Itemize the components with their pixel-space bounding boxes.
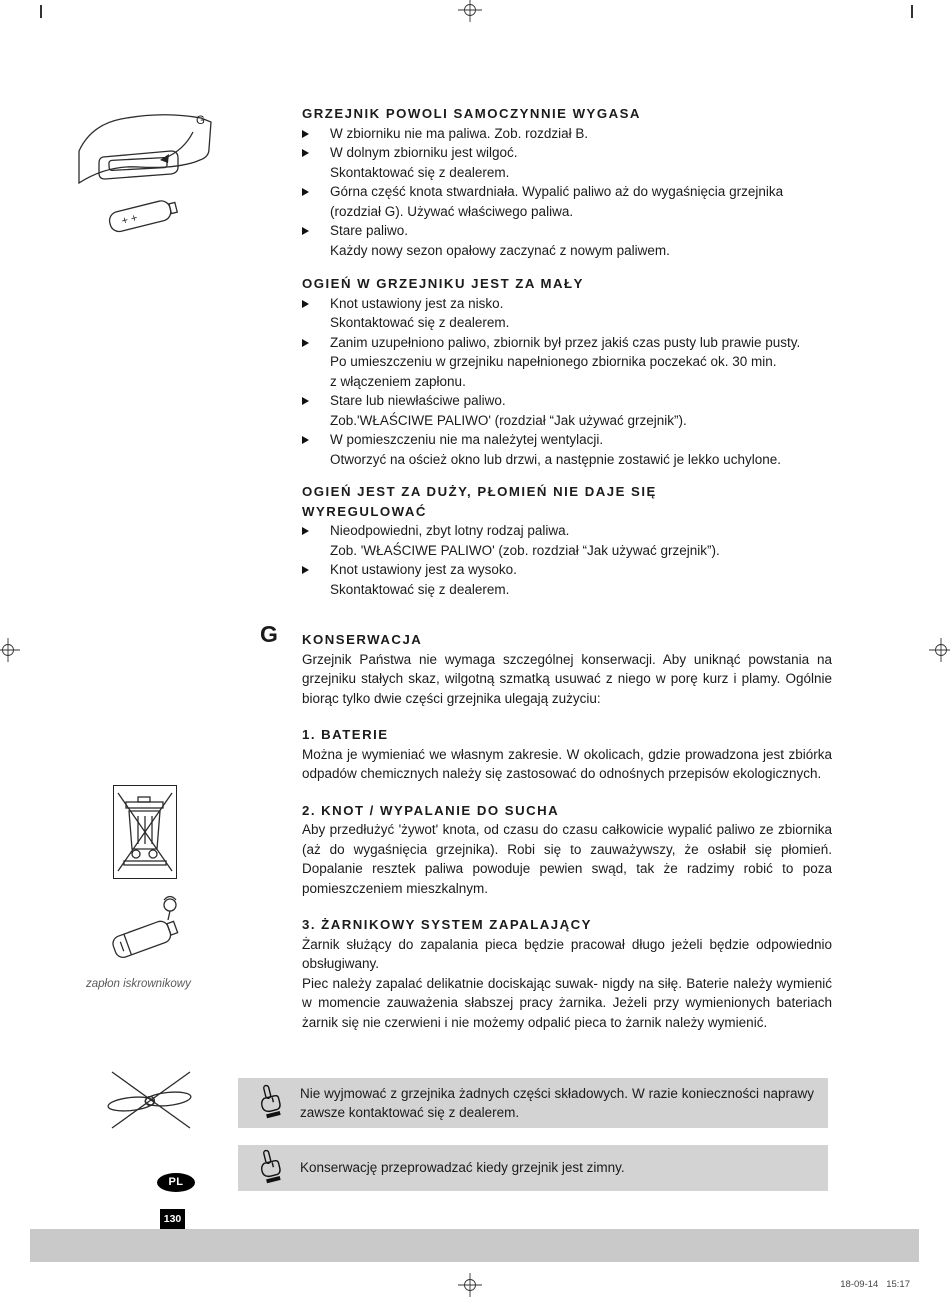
list-item-text	[330, 333, 832, 392]
list-item-text	[330, 294, 832, 333]
text-line: Zanim uzupełniono paliwo, zbiornik był przez jakiś czas pusty lub prawie pusty.	[330, 334, 801, 350]
text-line: z włączeniem zapłonu.	[330, 373, 466, 389]
crop-mark-bottom-icon	[458, 1273, 482, 1297]
list-item	[302, 333, 832, 392]
print-timestamp: 18-09-14 15:17	[840, 1279, 910, 1290]
list-item	[302, 430, 832, 469]
list-item-text	[330, 560, 832, 599]
subsection-body-batteries: Można je wymieniać we własnym zakresie. W okolicach, gdzie prowadzona jest zbiórka odpadów chemicznych należy się zastosować do odnośnych przepisów ekologicznych.	[302, 746, 832, 781]
text-line: (rozdział G). Używać właściwego paliwa.	[330, 203, 574, 219]
pointing-hand-icon	[250, 1083, 290, 1124]
igniter-caption: zapłon iskrownikowy	[86, 978, 191, 990]
crop-tick-top-left	[40, 5, 42, 18]
list-item	[302, 294, 832, 333]
main-text-column	[260, 104, 832, 1032]
list-item-text	[330, 430, 832, 469]
list-item-text	[330, 182, 832, 221]
text-line: W zbiorniku nie ma paliwa. Zob. rozdział B.	[330, 125, 589, 141]
text-line: Zob. 'WŁAŚCIWE PALIWO' (zob. rozdział “Jak używać grzejnik”).	[330, 542, 720, 558]
maintenance-intro: Grzejnik Państwa nie wymaga szczególnej konserwacji. Aby uniknąć powstania na grzejniku stałych skaz, wilgotną szmatką usuwać z niego w porę kurz i plamy. Ogólnie biorąc tylko dwie części grzejnika ulegają zużyciu:	[302, 651, 832, 706]
maintenance-section	[260, 621, 832, 1032]
no-disassembly-icon	[104, 1068, 196, 1137]
bullet-triangle-icon	[302, 566, 309, 574]
list-item	[302, 391, 832, 430]
section-title-heater-extinguishes: GRZEJNIK POWOLI SAMOCZYNNIE WYGASA	[302, 106, 641, 121]
note-text: Nie wyjmować z grzejnika żadnych części składowych. W razie konieczności naprawy zawsze kontaktować się z dealerem.	[300, 1085, 814, 1120]
spark-igniter-battery-icon	[98, 888, 198, 975]
text-line: Zob.'WŁAŚCIWE PALIWO' (rozdział “Jak używać grzejnik”).	[330, 412, 687, 428]
subsection-body-wick: Aby przedłużyć 'żywot' knota, od czasu do czasu całkowicie wypalić paliwo ze zbiornika (aż do wygaśnięcia grzejnika). Robi się to zauważywszy, że osłabił się płomień. Dopalanie resztek paliwa powoduje pewien swąd, tak że radzimy robić to poza pomieszczeniem mieszkalnym.	[302, 822, 832, 896]
note-box-no-disassembly	[238, 1078, 828, 1128]
bullet-triangle-icon	[302, 149, 309, 157]
subsection-body-igniter-2: Piec należy zapalać delikatnie dociskając suwak- nigdy na siłę. Baterie należy wymienić w momencie zauważenia słabszej pracy żarnika. Jeżeli przy wymienionych bateriach żarnik się nie czerwieni i nie możemy odpalić pieca to żarnik należy wymienić.	[302, 975, 832, 1030]
bullet-triangle-icon	[302, 436, 309, 444]
maintenance-title: KONSERWACJA	[302, 632, 423, 647]
subsection-title-igniter: 3. ŻARNIKOWY SYSTEM ZAPALAJĄCY	[302, 917, 592, 932]
battery-polarity-label: + +	[120, 212, 139, 228]
note-text: Konserwację przeprowadzać kiedy grzejnik jest zimny.	[300, 1160, 625, 1176]
list-item-text	[330, 391, 832, 430]
text-line: Każdy nowy sezon opałowy zaczynać z nowym paliwem.	[330, 242, 670, 258]
bullet-triangle-icon	[302, 339, 309, 347]
text-line: Knot ustawiony jest za wysoko.	[330, 562, 517, 577]
section-title-flame-too-big-line2: WYREGULOWAĆ	[302, 503, 427, 519]
crop-mark-left-icon	[0, 638, 20, 662]
note-box-cold-maintenance	[238, 1145, 828, 1191]
subsection-title-batteries: 1. BATERIE	[302, 727, 389, 742]
list-item	[302, 143, 832, 182]
list-item-text	[330, 521, 832, 560]
page-number: 130	[160, 1209, 185, 1230]
text-line: Stare paliwo.	[330, 223, 409, 238]
bullet-triangle-icon	[302, 397, 309, 405]
list-item	[302, 124, 832, 144]
bullet-triangle-icon	[302, 300, 309, 308]
text-line: Nieodpowiedni, zbyt lotny rodzaj paliwa.	[330, 523, 570, 538]
battery-disposal-icon	[113, 785, 177, 879]
text-line: W dolnym zbiorniku jest wilgoć.	[330, 145, 518, 160]
list-item-text	[330, 124, 832, 144]
text-line: Skontaktować się z dealerem.	[330, 315, 510, 330]
subsection-body-igniter: Żarnik służący do zapalania pieca będzie pracował długo jeżeli będzie odpowiednio obsługiwany.	[302, 936, 832, 971]
pointing-hand-icon	[250, 1148, 290, 1189]
list-item	[302, 182, 832, 221]
list-item	[302, 560, 832, 599]
crop-mark-right-icon	[929, 638, 950, 662]
list-item-text	[330, 143, 832, 182]
text-line: Po umieszczeniu w grzejniku napełnionego zbiornika poczekać ok. 30 min.	[330, 354, 777, 369]
text-line: W pomieszczeniu nie ma należytej wentylacji.	[330, 432, 604, 447]
section-title-flame-too-small: OGIEŃ W GRZEJNIKU JEST ZA MAŁY	[302, 276, 584, 291]
subsection-title-wick: 2. KNOT / WYPALANIE DO SUCHA	[302, 802, 560, 818]
language-badge: PL	[157, 1173, 195, 1192]
bullet-triangle-icon	[302, 130, 309, 138]
battery-compartment-illustration	[75, 105, 220, 244]
crop-mark-top-icon	[458, 0, 482, 22]
text-line: Górna część knota stwardniała. Wypalić paliwo aż do wygaśnięcia grzejnika	[330, 184, 784, 199]
compartment-label: G	[196, 115, 205, 127]
list-item	[302, 221, 832, 260]
text-line: Otworzyć na oścież okno lub drzwi, a następnie zostawić je lekko uchylone.	[330, 451, 781, 467]
footer-bar	[30, 1229, 919, 1262]
text-line: Skontaktować się z dealerem.	[330, 581, 510, 597]
bullet-triangle-icon	[302, 227, 309, 235]
list-item-text	[330, 221, 832, 260]
text-line: Stare lub niewłaściwe paliwo.	[330, 393, 506, 408]
section-letter: G	[260, 621, 278, 647]
bullet-triangle-icon	[302, 527, 309, 535]
bullet-triangle-icon	[302, 188, 309, 196]
text-line: Skontaktować się z dealerem.	[330, 164, 510, 180]
section-title-flame-too-big: OGIEŃ JEST ZA DUŻY, PŁOMIEŃ NIE DAJE SIĘ	[302, 484, 657, 499]
text-line: Knot ustawiony jest za nisko.	[330, 295, 504, 311]
list-item	[302, 521, 832, 560]
crop-tick-top-right	[911, 5, 913, 18]
